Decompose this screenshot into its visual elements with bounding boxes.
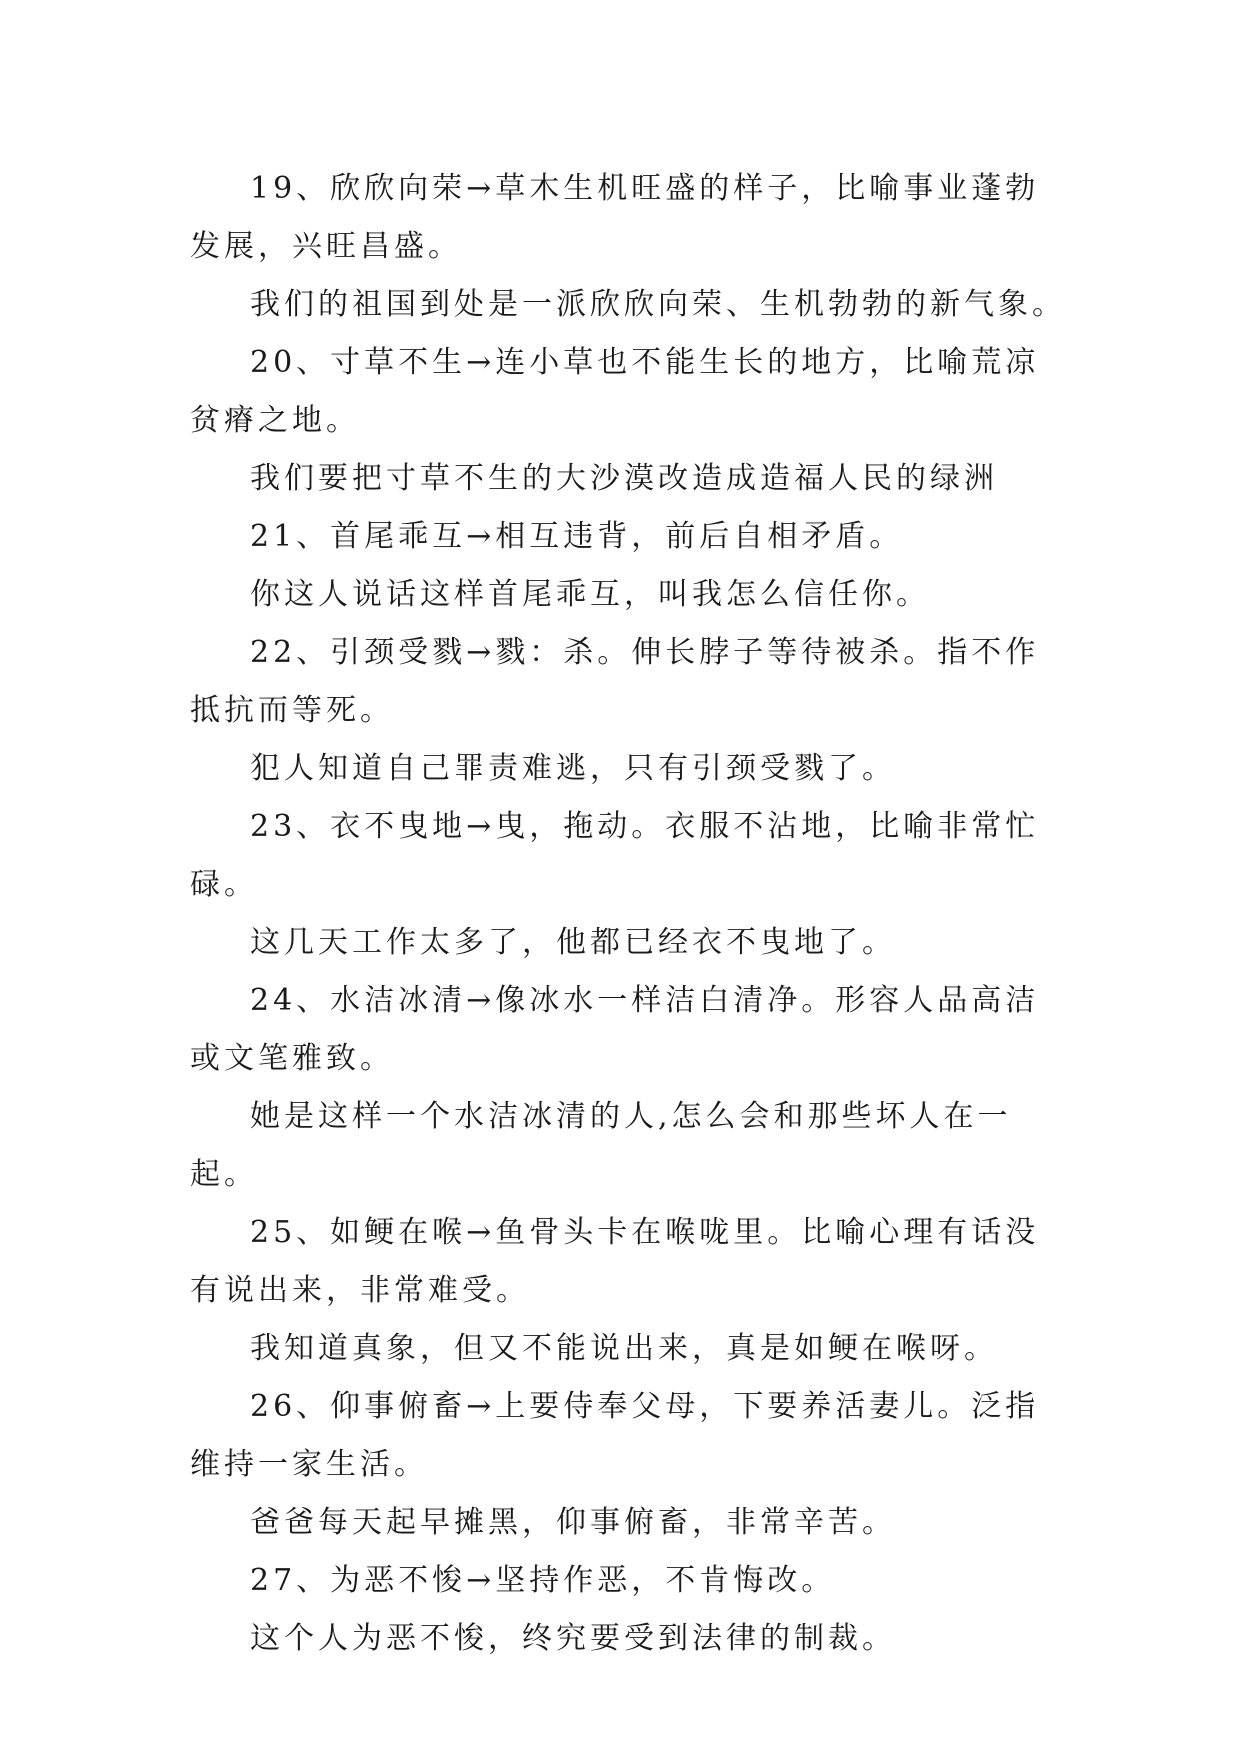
paragraph-25-example: 我知道真象，但又不能说出来，真是如鲠在喉呀。 — [250, 1331, 998, 1366]
paragraph-20-definition: 20、寸草不生→连小草也不能生长的地方，比喻荒凉贫瘠之地。 — [190, 345, 1040, 438]
paragraph-26-definition: 26、仰事俯畜→上要侍奉父母，下要养活妻儿。泛指维持一家生活。 — [190, 1389, 1040, 1482]
paragraph-19-example: 我们的祖国到处是一派欣欣向荣、生机勃勃的新气象。 — [250, 287, 1066, 322]
paragraph-22-example: 犯人知道自己罪责难逃，只有引颈受戮了。 — [250, 751, 896, 786]
paragraph-20-example: 我们要把寸草不生的大沙漠改造成造福人民的绿洲 — [250, 461, 998, 496]
paragraph-27-definition: 27、为恶不悛→坚持作恶，不肯悔改。 — [250, 1563, 836, 1598]
paragraph-24-definition: 24、水洁冰清→像冰水一样洁白清净。形容人品高洁或文笔雅致。 — [190, 983, 1040, 1076]
paragraph-26-example: 爸爸每天起早摊黑，仰事俯畜，非常辛苦。 — [250, 1505, 896, 1540]
paragraph-23-example: 这几天工作太多了，他都已经衣不曳地了。 — [250, 925, 896, 960]
paragraph-21-definition: 21、首尾乖互→相互违背，前后自相矛盾。 — [250, 519, 904, 554]
paragraph-21-example: 你这人说话这样首尾乖互，叫我怎么信任你。 — [250, 577, 930, 612]
paragraph-19-definition: 19、欣欣向荣→草木生机旺盛的样子，比喻事业蓬勃发展，兴旺昌盛。 — [190, 171, 1040, 264]
paragraph-24-example: 她是这样一个水洁冰清的人,怎么会和那些坏人在一起。 — [190, 1099, 1012, 1192]
paragraph-22-definition: 22、引颈受戮→戮：杀。伸长脖子等待被杀。指不作抵抗而等死。 — [190, 635, 1040, 728]
paragraph-25-definition: 25、如鲠在喉→鱼骨头卡在喉咙里。比喻心理有话没有说出来，非常难受。 — [190, 1215, 1040, 1308]
paragraph-27-example: 这个人为恶不悛，终究要受到法律的制裁。 — [250, 1621, 896, 1656]
document-body — [190, 160, 1070, 1668]
paragraph-23-definition: 23、衣不曳地→曳，拖动。衣服不沾地，比喻非常忙碌。 — [190, 809, 1040, 902]
